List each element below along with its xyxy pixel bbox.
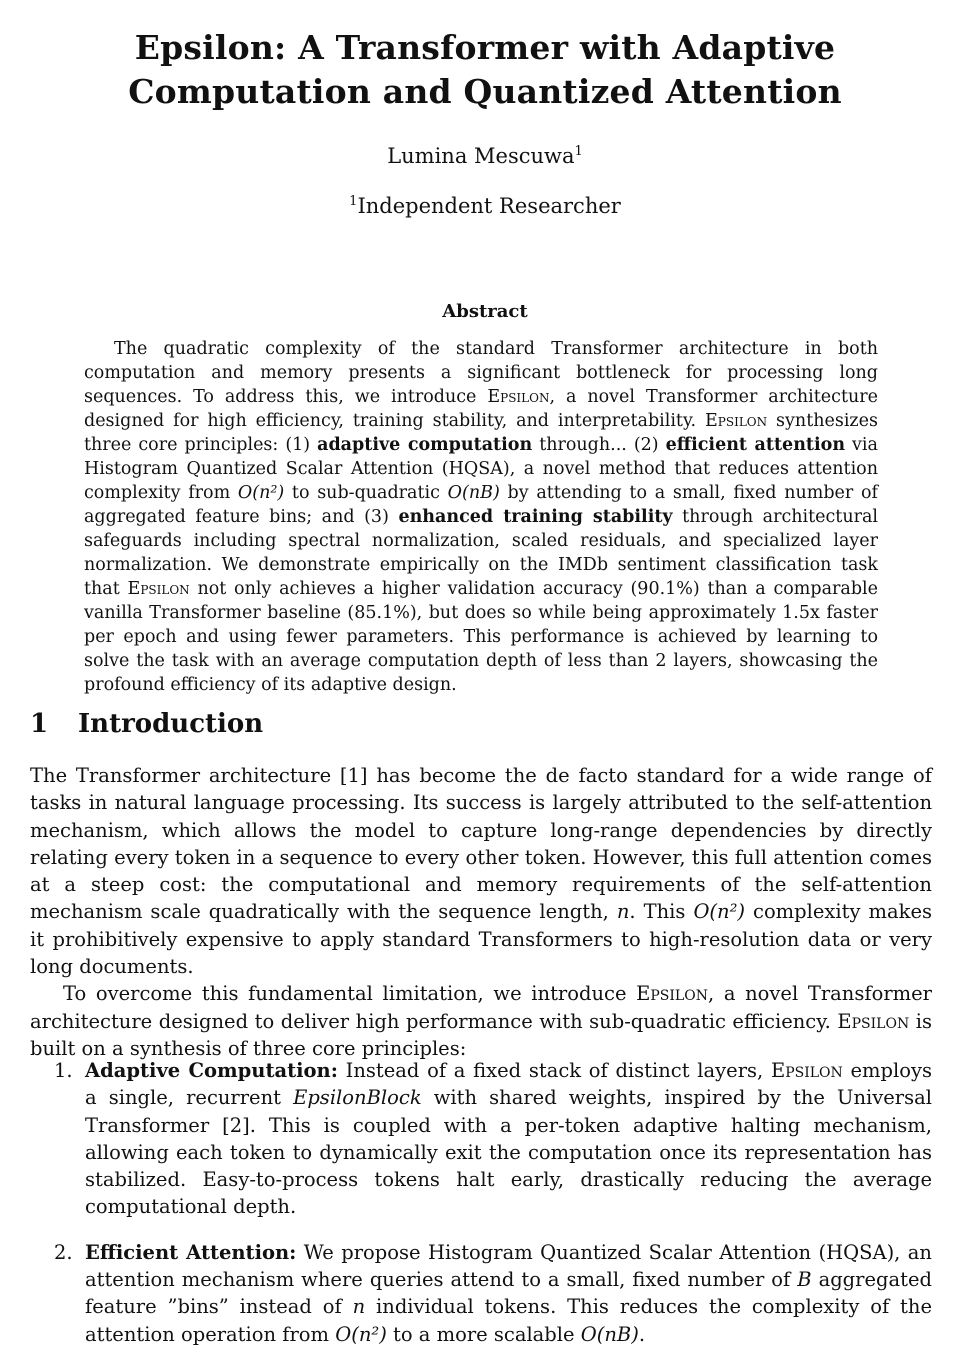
principle-stability: enhanced training stability — [398, 507, 673, 527]
list-item: 1. Adaptive Computation: Instead of a fixed stack of distinct layers, Epsilon employs a single, recurrent EpsilonBlock with shared weights, inspired by the Universal Transformer [2]. This is coupled with a per-token adaptive halting mechanism, allowing each token to dynamically exit the computation once its representation has stabilized. Easy-to-process tokens halt early, drastically reducing the average computational depth. — [54, 1059, 932, 1219]
math-symbol: n — [616, 900, 630, 924]
model-name: Epsilon — [636, 982, 708, 1006]
section-title: Introduction — [78, 709, 264, 739]
list-marker: 2. — [54, 1240, 73, 1264]
author-affiliation-marker: 1 — [574, 144, 583, 159]
model-name: Epsilon — [487, 387, 550, 407]
author-line — [0, 141, 970, 171]
abstract-heading: Abstract — [442, 301, 528, 322]
paper-title: Epsilon: A Transformer with Adaptive Computation and Quantized Attention — [128, 28, 842, 111]
list-marker: 1. — [54, 1059, 73, 1082]
model-name: Epsilon — [705, 411, 768, 431]
principle-adaptive: adaptive computation — [317, 435, 533, 455]
abstract-paragraph: The quadratic complexity of the standard Transformer architecture in both computation and memory presents a significant bottleneck for processing long sequences. To address this, we introduce Epsilon, a novel Transformer architecture designed for high efficiency, training stability, and interpretability. Epsilon synthesizes three core principles: (1) adaptive computation through... (2) efficient attention via Histogram Quantized Scalar Attention (HQSA), a novel method that reduces attention complexity from O(n²) to sub-quadratic O(nB) by attending to a small, fixed number of aggregated feature bins; and (3) enhanced training stability through architectural safeguards including spectral normalization, scaled residuals, and specialized layer normalization. We demonstrate empirically on the IMDb sentiment classification task that Epsilon not only achieves a higher validation accuracy (90.1%) than a comparable vanilla Transformer baseline (85.1%), but does so while being approximately 1.5x faster per epoch and using fewer parameters. This performance is achieved by learning to solve the task with an average computation depth of less than 2 layers, showcasing the profound efficiency of its adaptive design. — [84, 339, 879, 695]
affiliation-marker: 1 — [349, 194, 358, 209]
block-name: EpsilonBlock — [293, 1086, 422, 1110]
intro-paragraph-2: To overcome this fundamental limitation, we introduce Epsilon, a novel Transformer architecture designed to deliver high performance with sub-quadratic efficiency. Epsilon is built on a synthesis of three core principles: — [30, 982, 932, 1060]
math-complexity: O(nB) — [447, 483, 500, 503]
section-number: 1 — [30, 709, 49, 739]
intro-paragraph-1: The Transformer architecture [1] has become the de facto standard for a wide range of tasks in natural language processing. Its success is largely attributed to the self-attention mechanism, which allows the model to capture long-range dependencies by directly relating every token in a sequence to every other token. However, this full attention comes at a steep cost: the computational and memory requirements of the self-attention mechanism scale quadratically with the sequence length, n. This O(n²) complexity makes it prohibitively expensive to apply standard Transformers to high-resolution data or very long documents. — [30, 764, 933, 979]
author-name: Lumina Mescuwa — [387, 144, 575, 168]
math-complexity: O(n²) — [237, 483, 285, 503]
affiliation-name: Independent Researcher — [357, 194, 621, 218]
affiliation-line — [0, 191, 970, 221]
model-name: Epsilon — [127, 579, 190, 599]
model-name: Epsilon — [837, 1009, 910, 1033]
principle-attention: efficient attention — [665, 435, 846, 455]
principles-list — [30, 1057, 932, 1366]
list-item: 2. Efficient Attention: We propose Histogram Quantized Scalar Attention (HQSA), an attention mechanism where queries attend to a small, fixed number of B aggregated feature ”bins” instead of n individual tokens. This reduces the complexity of the attention operation from O(n²) to a more scalable O(nB). — [54, 1240, 932, 1346]
math-complexity: O(n²) — [693, 900, 746, 924]
introduction-body — [30, 762, 932, 1062]
section-heading-introduction — [30, 706, 263, 742]
abstract-body — [84, 337, 878, 697]
model-name: Epsilon — [770, 1059, 843, 1082]
